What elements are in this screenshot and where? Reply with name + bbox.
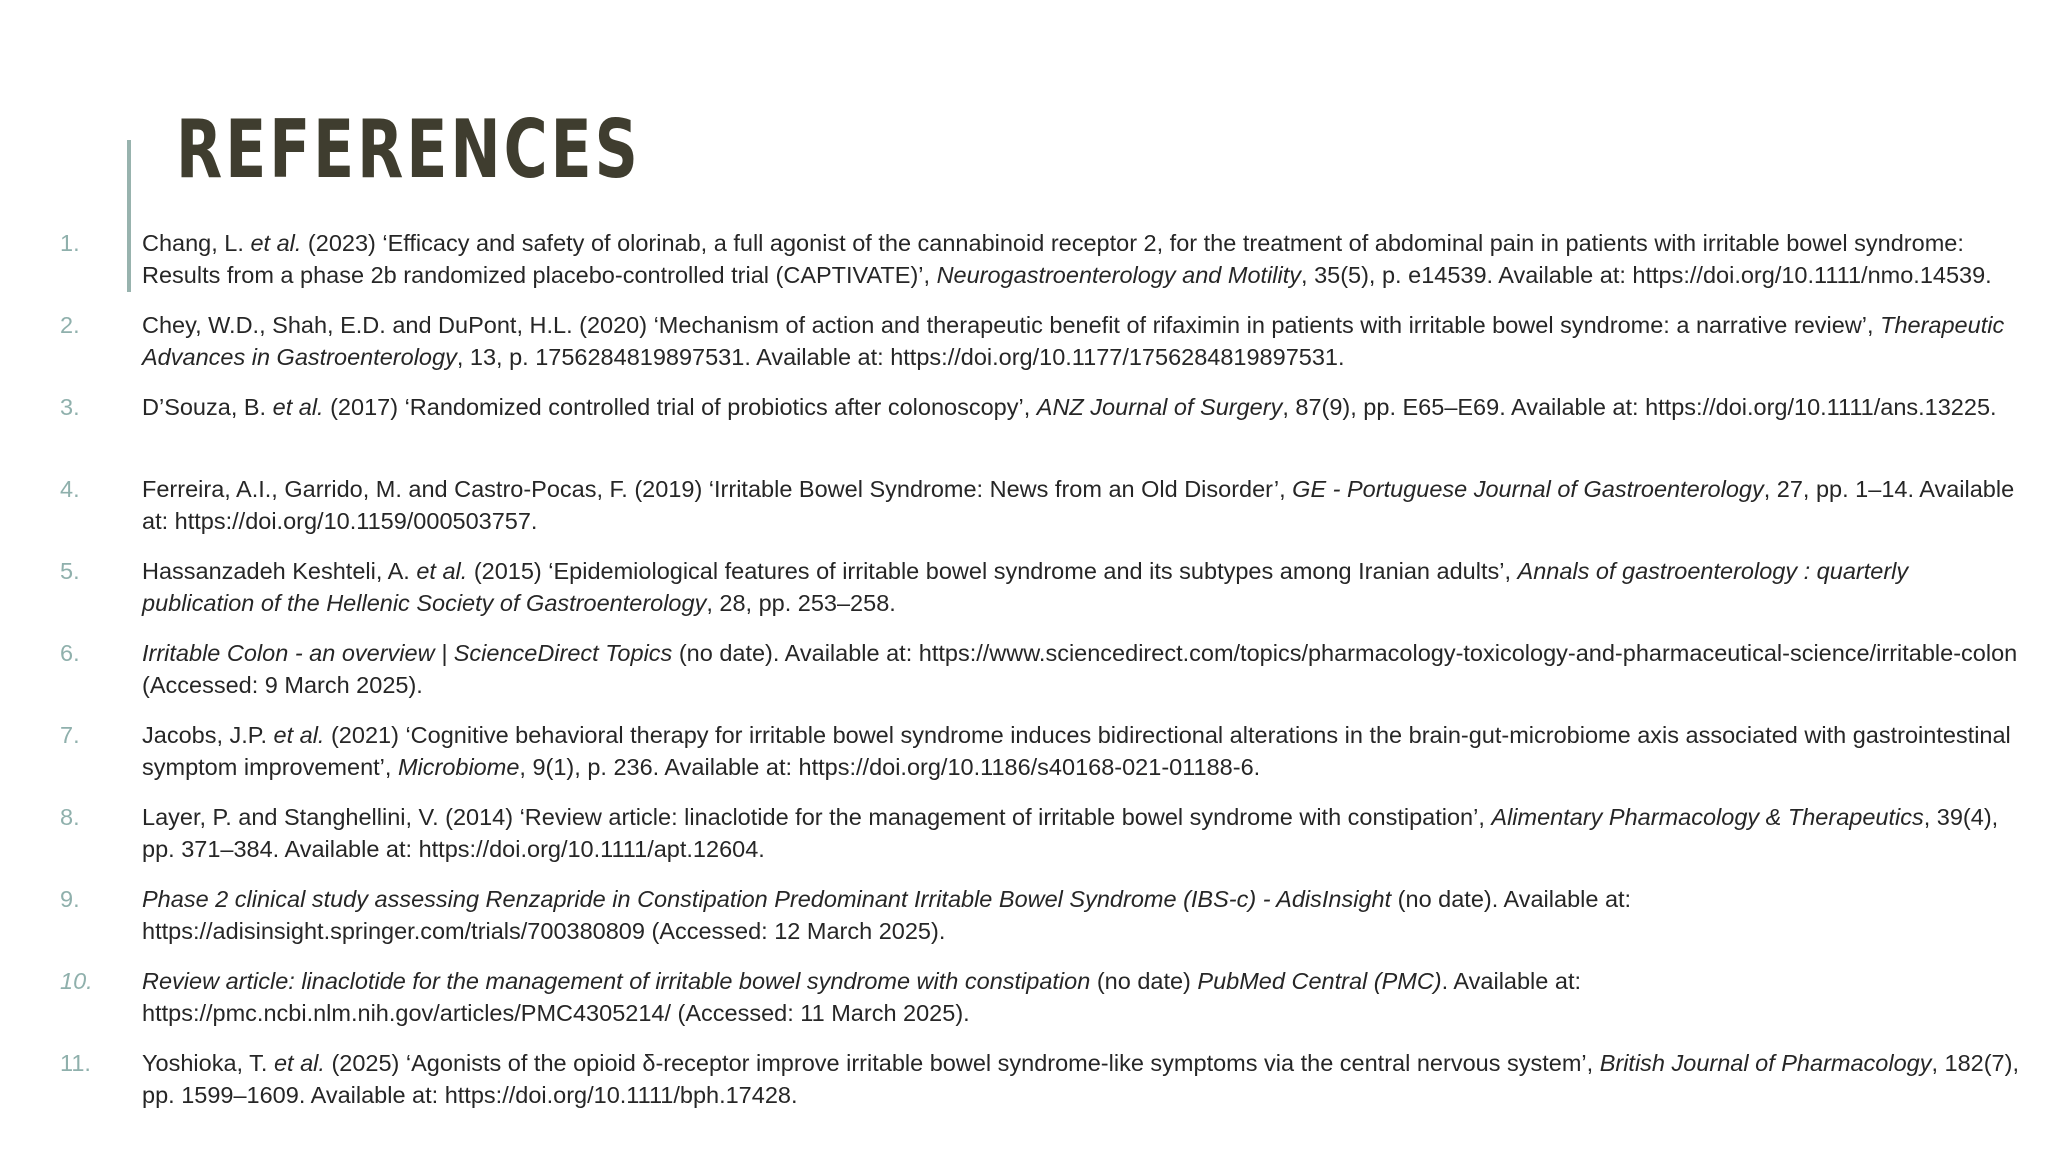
reference-italic-segment: ANZ Journal of Surgery: [1036, 394, 1283, 420]
reference-segment: (2023) ‘Efficacy and safety of olorinab, a full agonist of the cannabinoid receptor 2, for the treatment of abdominal pain in patients with irritable bowel syndrome: Results from a phase 2b randomized placebo-controlled trial (CAPTIVATE)’,: [142, 230, 1964, 288]
reference-text: [142, 720, 2020, 783]
reference-segment: , 28, pp. 253–258.: [706, 589, 896, 616]
reference-item: [60, 638, 2020, 720]
reference-item: [60, 228, 2020, 310]
reference-segment: (2021) ‘Cognitive behavioral therapy for irritable bowel syndrome induces bidirectional alterations in the brain-gut-microbiome axis associated with gastrointestinal symptom improvement’,: [142, 722, 2011, 780]
reference-number: 9.: [60, 886, 80, 912]
reference-segment: (no date): [1090, 968, 1198, 994]
reference-segment: Chey, W.D., Shah, E.D. and DuPont, H.L. (2020) ‘Mechanism of action and therapeutic benefit of rifaximin in patients with irritable bowel syndrome: a narrative review’,: [142, 312, 1881, 338]
reference-text: [142, 966, 2020, 1029]
reference-item: [60, 474, 2020, 556]
reference-italic-segment: PubMed Central (PMC): [1197, 968, 1442, 994]
reference-number: 3.: [60, 394, 80, 420]
reference-segment: D’Souza, B.: [142, 394, 273, 420]
reference-segment: (no date). Available at: https://adisinsight.springer.com/trials/700380809 (Accessed: 12 March 2025).: [142, 886, 1632, 944]
reference-italic-segment: et al.: [416, 558, 468, 584]
reference-segment: , 35(5), p. e14539. Available at: https://doi.org/10.1111/nmo.14539.: [1301, 261, 1992, 288]
reference-segment: (2015) ‘Epidemiological features of irritable bowel syndrome and its subtypes among Iranian adults’,: [467, 558, 1518, 584]
reference-segment: (2017) ‘Randomized controlled trial of probiotics after colonoscopy’,: [323, 394, 1037, 420]
reference-italic-segment: Therapeutic Advances in Gastroenterology: [142, 312, 2005, 370]
reference-italic-segment: Annals of gastroenterology : quarterly publication of the Hellenic Society of Gastroenterology: [142, 558, 1909, 616]
reference-item: [60, 556, 2020, 638]
reference-italic-segment: Microbiome: [397, 753, 520, 780]
reference-text: [142, 228, 2020, 291]
reference-segment: , 182(7), pp. 1599–1609. Available at: https://doi.org/10.1111/bph.17428.: [142, 1050, 2019, 1108]
reference-number: 8.: [60, 804, 80, 830]
reference-number: 2.: [60, 312, 80, 338]
reference-segment: Layer, P. and Stanghellini, V. (2014) ‘Review article: linaclotide for the management of irritable bowel syndrome with constipation’,: [142, 804, 1492, 830]
reference-number: 5.: [60, 558, 80, 584]
reference-italic-segment: Alimentary Pharmacology & Therapeutics: [1491, 804, 1924, 830]
reference-segment: Chang, L.: [142, 230, 251, 256]
reference-segment: , 39(4), pp. 371–384. Available at: https://doi.org/10.1111/apt.12604.: [142, 804, 1999, 862]
reference-text: [142, 392, 2020, 424]
references-list: [60, 228, 2020, 1130]
reference-item: [60, 310, 2020, 392]
reference-number: 4.: [60, 476, 80, 502]
reference-text: [142, 474, 2020, 537]
reference-italic-segment: et al.: [272, 394, 324, 420]
reference-italic-segment: British Journal of Pharmacology: [1599, 1050, 1932, 1076]
reference-item: [60, 1048, 2020, 1130]
reference-item: [60, 802, 2020, 884]
reference-segment: , 87(9), pp. E65–E69. Available at: https://doi.org/10.1111/ans.13225.: [1282, 394, 1997, 420]
reference-text: [142, 802, 2020, 865]
reference-number: 10.: [60, 968, 93, 994]
reference-text: [142, 638, 2020, 701]
reference-italic-segment: et al.: [273, 1050, 325, 1076]
reference-italic-segment: Phase 2 clinical study assessing Renzapride in Constipation Predominant Irritable Bowel Syndrome (IBS-c) - AdisInsight: [142, 886, 1392, 912]
reference-number: 1.: [60, 230, 80, 256]
reference-italic-segment: GE - Portuguese Journal of Gastroenterology: [1292, 476, 1764, 502]
page-title: REFERENCES: [176, 103, 641, 196]
reference-number: 6.: [60, 640, 80, 666]
reference-italic-segment: Irritable Colon - an overview | ScienceDirect Topics: [142, 640, 673, 666]
reference-segment: Yoshioka, T.: [142, 1050, 274, 1076]
reference-number: 11.: [60, 1050, 91, 1076]
reference-item: [60, 720, 2020, 802]
reference-text: [142, 310, 2020, 373]
reference-text: [142, 1048, 2020, 1111]
reference-text: [142, 884, 2020, 947]
reference-italic-segment: et al.: [273, 722, 325, 748]
reference-italic-segment: Review article: linaclotide for the management of irritable bowel syndrome with constipation: [142, 968, 1091, 994]
reference-item: [60, 966, 2020, 1048]
reference-italic-segment: et al.: [250, 230, 302, 256]
reference-segment: , 27, pp. 1–14. Available at: https://doi.org/10.1159/000503757.: [142, 476, 2015, 534]
reference-segment: (2025) ‘Agonists of the opioid δ-receptor improve irritable bowel syndrome-like symptoms via the central nervous system’,: [324, 1050, 1600, 1076]
reference-item: [60, 884, 2020, 966]
reference-segment: (no date). Available at: https://www.sciencedirect.com/topics/pharmacology-toxicology-and-pharmaceutical-science/irritable-colon (Accessed: 9 March 2025).: [142, 640, 2018, 698]
reference-segment: Jacobs, J.P.: [142, 722, 274, 748]
reference-segment: , 9(1), p. 236. Available at: https://doi.org/10.1186/s40168-021-01188-6.: [519, 753, 1261, 780]
reference-segment: Ferreira, A.I., Garrido, M. and Castro-Pocas, F. (2019) ‘Irritable Bowel Syndrome: News from an Old Disorder’,: [142, 476, 1293, 502]
reference-italic-segment: Neurogastroenterology and Motility: [936, 261, 1302, 288]
reference-text: [142, 556, 2020, 619]
reference-number: 7.: [60, 722, 80, 748]
reference-item: [60, 392, 2020, 474]
reference-segment: Hassanzadeh Keshteli, A.: [142, 558, 417, 584]
reference-segment: , 13, p. 1756284819897531. Available at: https://doi.org/10.1177/1756284819897531.: [456, 343, 1345, 370]
reference-segment: . Available at: https://pmc.ncbi.nlm.nih.gov/articles/PMC4305214/ (Accessed: 11 March 2025).: [142, 968, 1581, 1026]
